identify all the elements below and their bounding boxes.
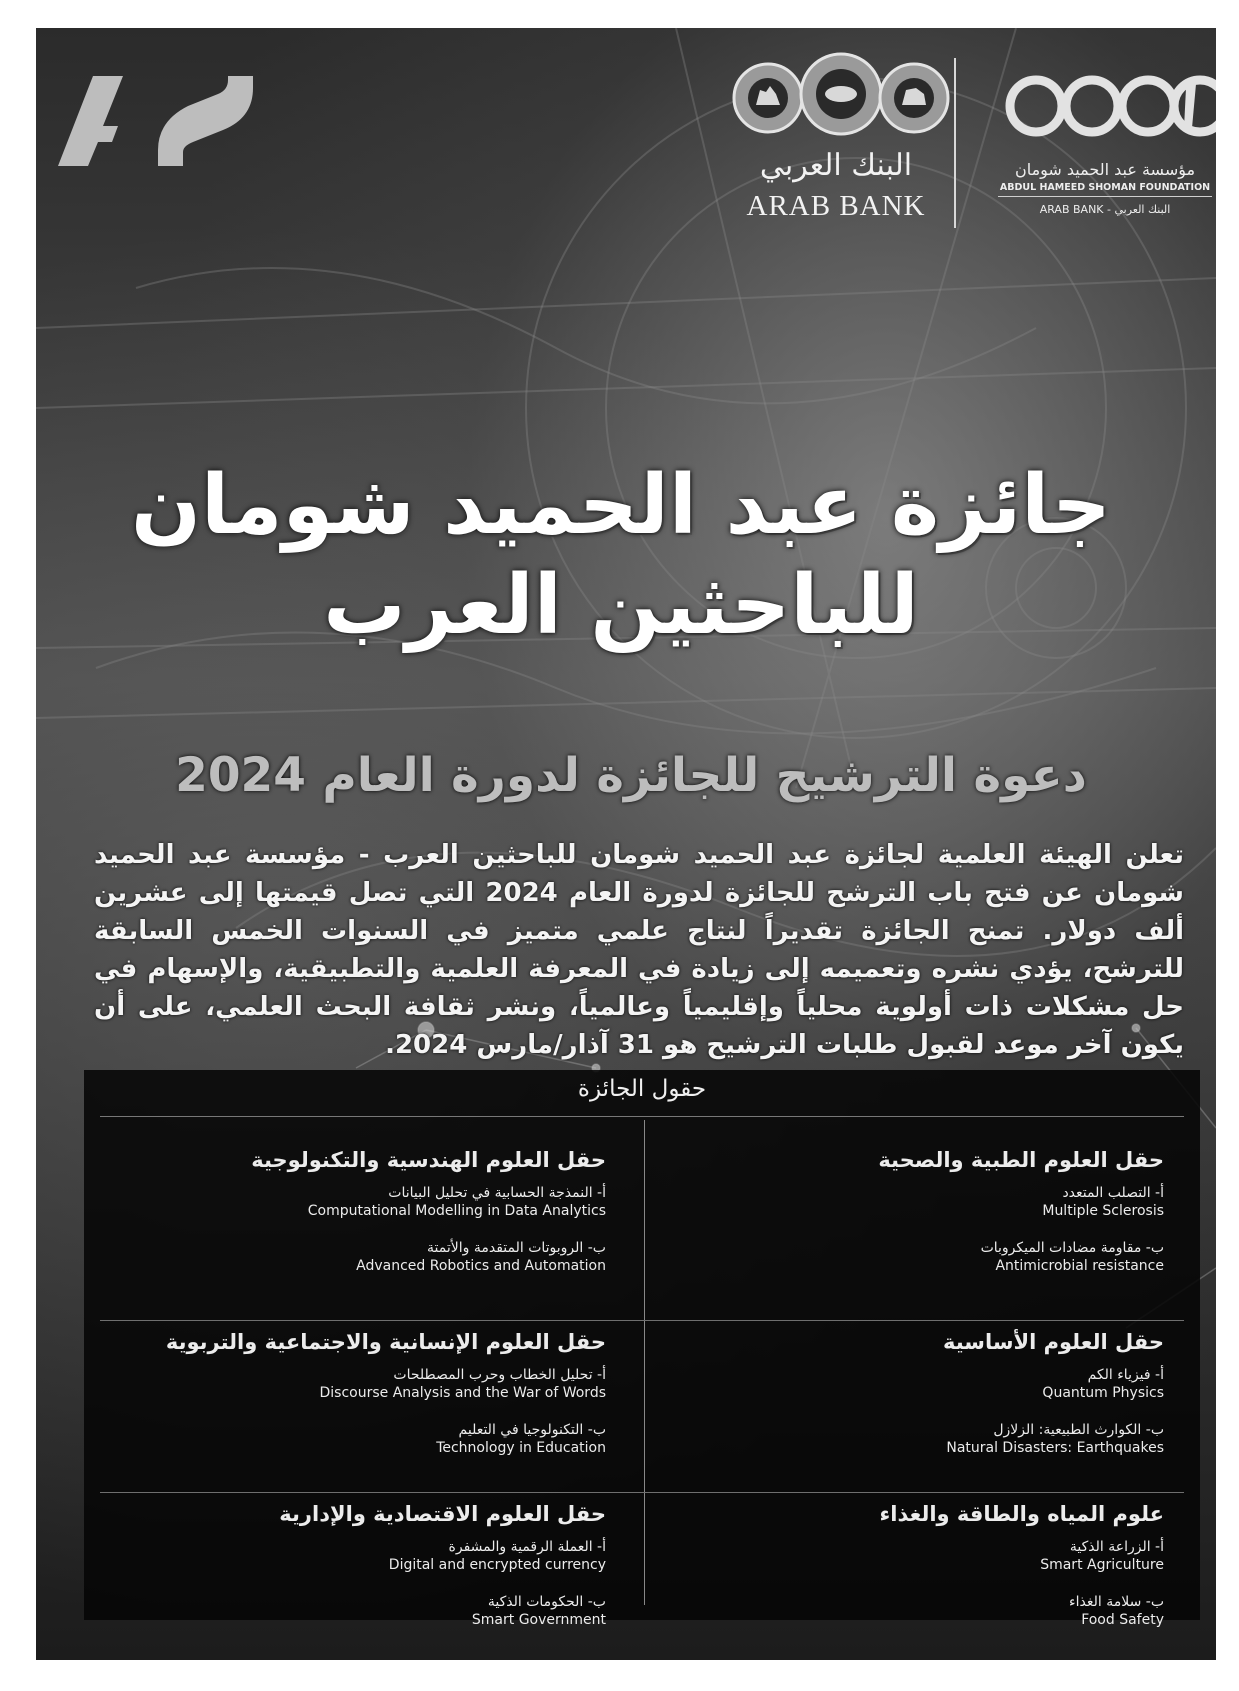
topic-b-ar: ب- سلامة الغذاء — [1069, 1594, 1164, 1610]
field-title: علوم المياه والطاقة والغذاء — [879, 1502, 1164, 1526]
row-divider — [100, 1492, 1184, 1493]
field-title: حقل العلوم الهندسية والتكنولوجية — [251, 1148, 606, 1172]
field-basic-sciences — [684, 1328, 1164, 1476]
prize-title-line-2: للباحثين العرب — [323, 558, 919, 653]
anniversary-40-logo — [48, 66, 268, 176]
topic-b-en: Advanced Robotics and Automation — [356, 1258, 606, 1274]
topic-b-ar: ب- الكوارث الطبيعية: الزلازل — [993, 1422, 1164, 1438]
topic-a-en: Quantum Physics — [1042, 1385, 1164, 1401]
field-water-energy-food — [684, 1500, 1164, 1648]
column-divider — [644, 1120, 645, 1605]
topic-a-en: Digital and encrypted currency — [388, 1557, 606, 1573]
topic-a-en: Multiple Sclerosis — [1042, 1203, 1164, 1219]
field-title: حقل العلوم الأساسية — [942, 1330, 1164, 1354]
topic-b-en: Technology in Education — [436, 1440, 606, 1456]
topic-b-en: Food Safety — [1081, 1612, 1164, 1628]
topic-a-ar: أ- الزراعة الذكية — [1069, 1539, 1164, 1555]
foundation-name-en: ABDUL HAMEED SHOMAN FOUNDATION — [999, 182, 1211, 193]
field-title: حقل العلوم الطبية والصحية — [878, 1148, 1164, 1172]
nomination-call-subtitle: دعوة الترشيح للجائزة لدورة العام 2024 — [175, 748, 1087, 803]
poster — [36, 28, 1216, 1660]
topic-a-en: Smart Agriculture — [1040, 1557, 1164, 1573]
topic-a-ar: أ- النمذجة الحسابية في تحليل البيانات — [388, 1185, 606, 1201]
topic-a-ar: أ- فيزياء الكم — [1087, 1367, 1164, 1383]
topic-a-en: Computational Modelling in Data Analytics — [307, 1203, 606, 1219]
topic-b-ar: ب- التكنولوجيا في التعليم — [458, 1422, 606, 1438]
prize-fields-heading: حقول الجائزة — [577, 1076, 707, 1102]
field-title: حقل العلوم الإنسانية والاجتماعية والتربوية — [165, 1330, 606, 1354]
topic-b-en: Antimicrobial resistance — [995, 1258, 1164, 1274]
header-divider — [954, 58, 956, 228]
announcement-paragraph: تعلن الهيئة العلمية لجائزة عبد الحميد شومان للباحثين العرب - مؤسسة عبد الحميد شومان عن فتح باب الترشح للجائزة لدورة العام 2024 التي تصل قيمتها إلى عشرين ألف دولار. تمنح الجائزة تقديراً لنتاج علمي متميز في السنوات الخمس السابقة للترشح، يؤدي نشره وتعميمه إلى زيادة في المعرفة العلمية والتطبيقية، والإسهام في حل مشكلات ذات أولوية محلياً وإقليمياً وعالمياً، ونشر ثقافة البحث العلمي، على أن يكون آخر موعد لقبول طلبات الترشيح هو 31 آذار/مارس 2024. — [94, 840, 1184, 1060]
arab-bank-name-ar: البنك العربي — [759, 148, 913, 183]
foundation-name-ar: مؤسسة عبد الحميد شومان — [1014, 160, 1196, 179]
topic-b-en: Smart Government — [471, 1612, 606, 1628]
topic-a-ar: أ- تحليل الخطاب وحرب المصطلحات — [393, 1367, 606, 1383]
field-economics-administration — [126, 1500, 606, 1648]
foundation-subline: ARAB BANK - البنك العربي — [1039, 203, 1171, 216]
topic-b-ar: ب- الحكومات الذكية — [487, 1594, 606, 1610]
arab-bank-emblems — [726, 50, 956, 140]
heading-rule — [100, 1116, 1184, 1117]
field-engineering-technology — [126, 1146, 606, 1294]
arab-bank-name-en: ARAB BANK — [746, 190, 926, 222]
field-humanities-social-education — [126, 1328, 606, 1476]
topic-b-ar: ب- الروبوتات المتقدمة والأتمتة — [427, 1240, 606, 1256]
topic-a-en: Discourse Analysis and the War of Words — [319, 1385, 606, 1401]
prize-title-line-1: جائزة عبد الحميد شومان — [131, 458, 1111, 553]
field-title: حقل العلوم الاقتصادية والإدارية — [279, 1502, 606, 1526]
shoman-foundation-logo — [1000, 58, 1216, 158]
prize-fields-table — [84, 1070, 1200, 1628]
foundation-underline — [998, 196, 1212, 197]
field-medical-health — [684, 1146, 1164, 1294]
row-divider — [100, 1320, 1184, 1321]
topic-a-ar: أ- التصلب المتعدد — [1062, 1185, 1164, 1201]
svg-text:40: 40 — [48, 66, 50, 67]
topic-a-ar: أ- العملة الرقمية والمشفرة — [448, 1539, 606, 1555]
topic-b-en: Natural Disasters: Earthquakes — [946, 1440, 1164, 1456]
topic-b-ar: ب- مقاومة مضادات الميكروبات — [980, 1240, 1164, 1256]
